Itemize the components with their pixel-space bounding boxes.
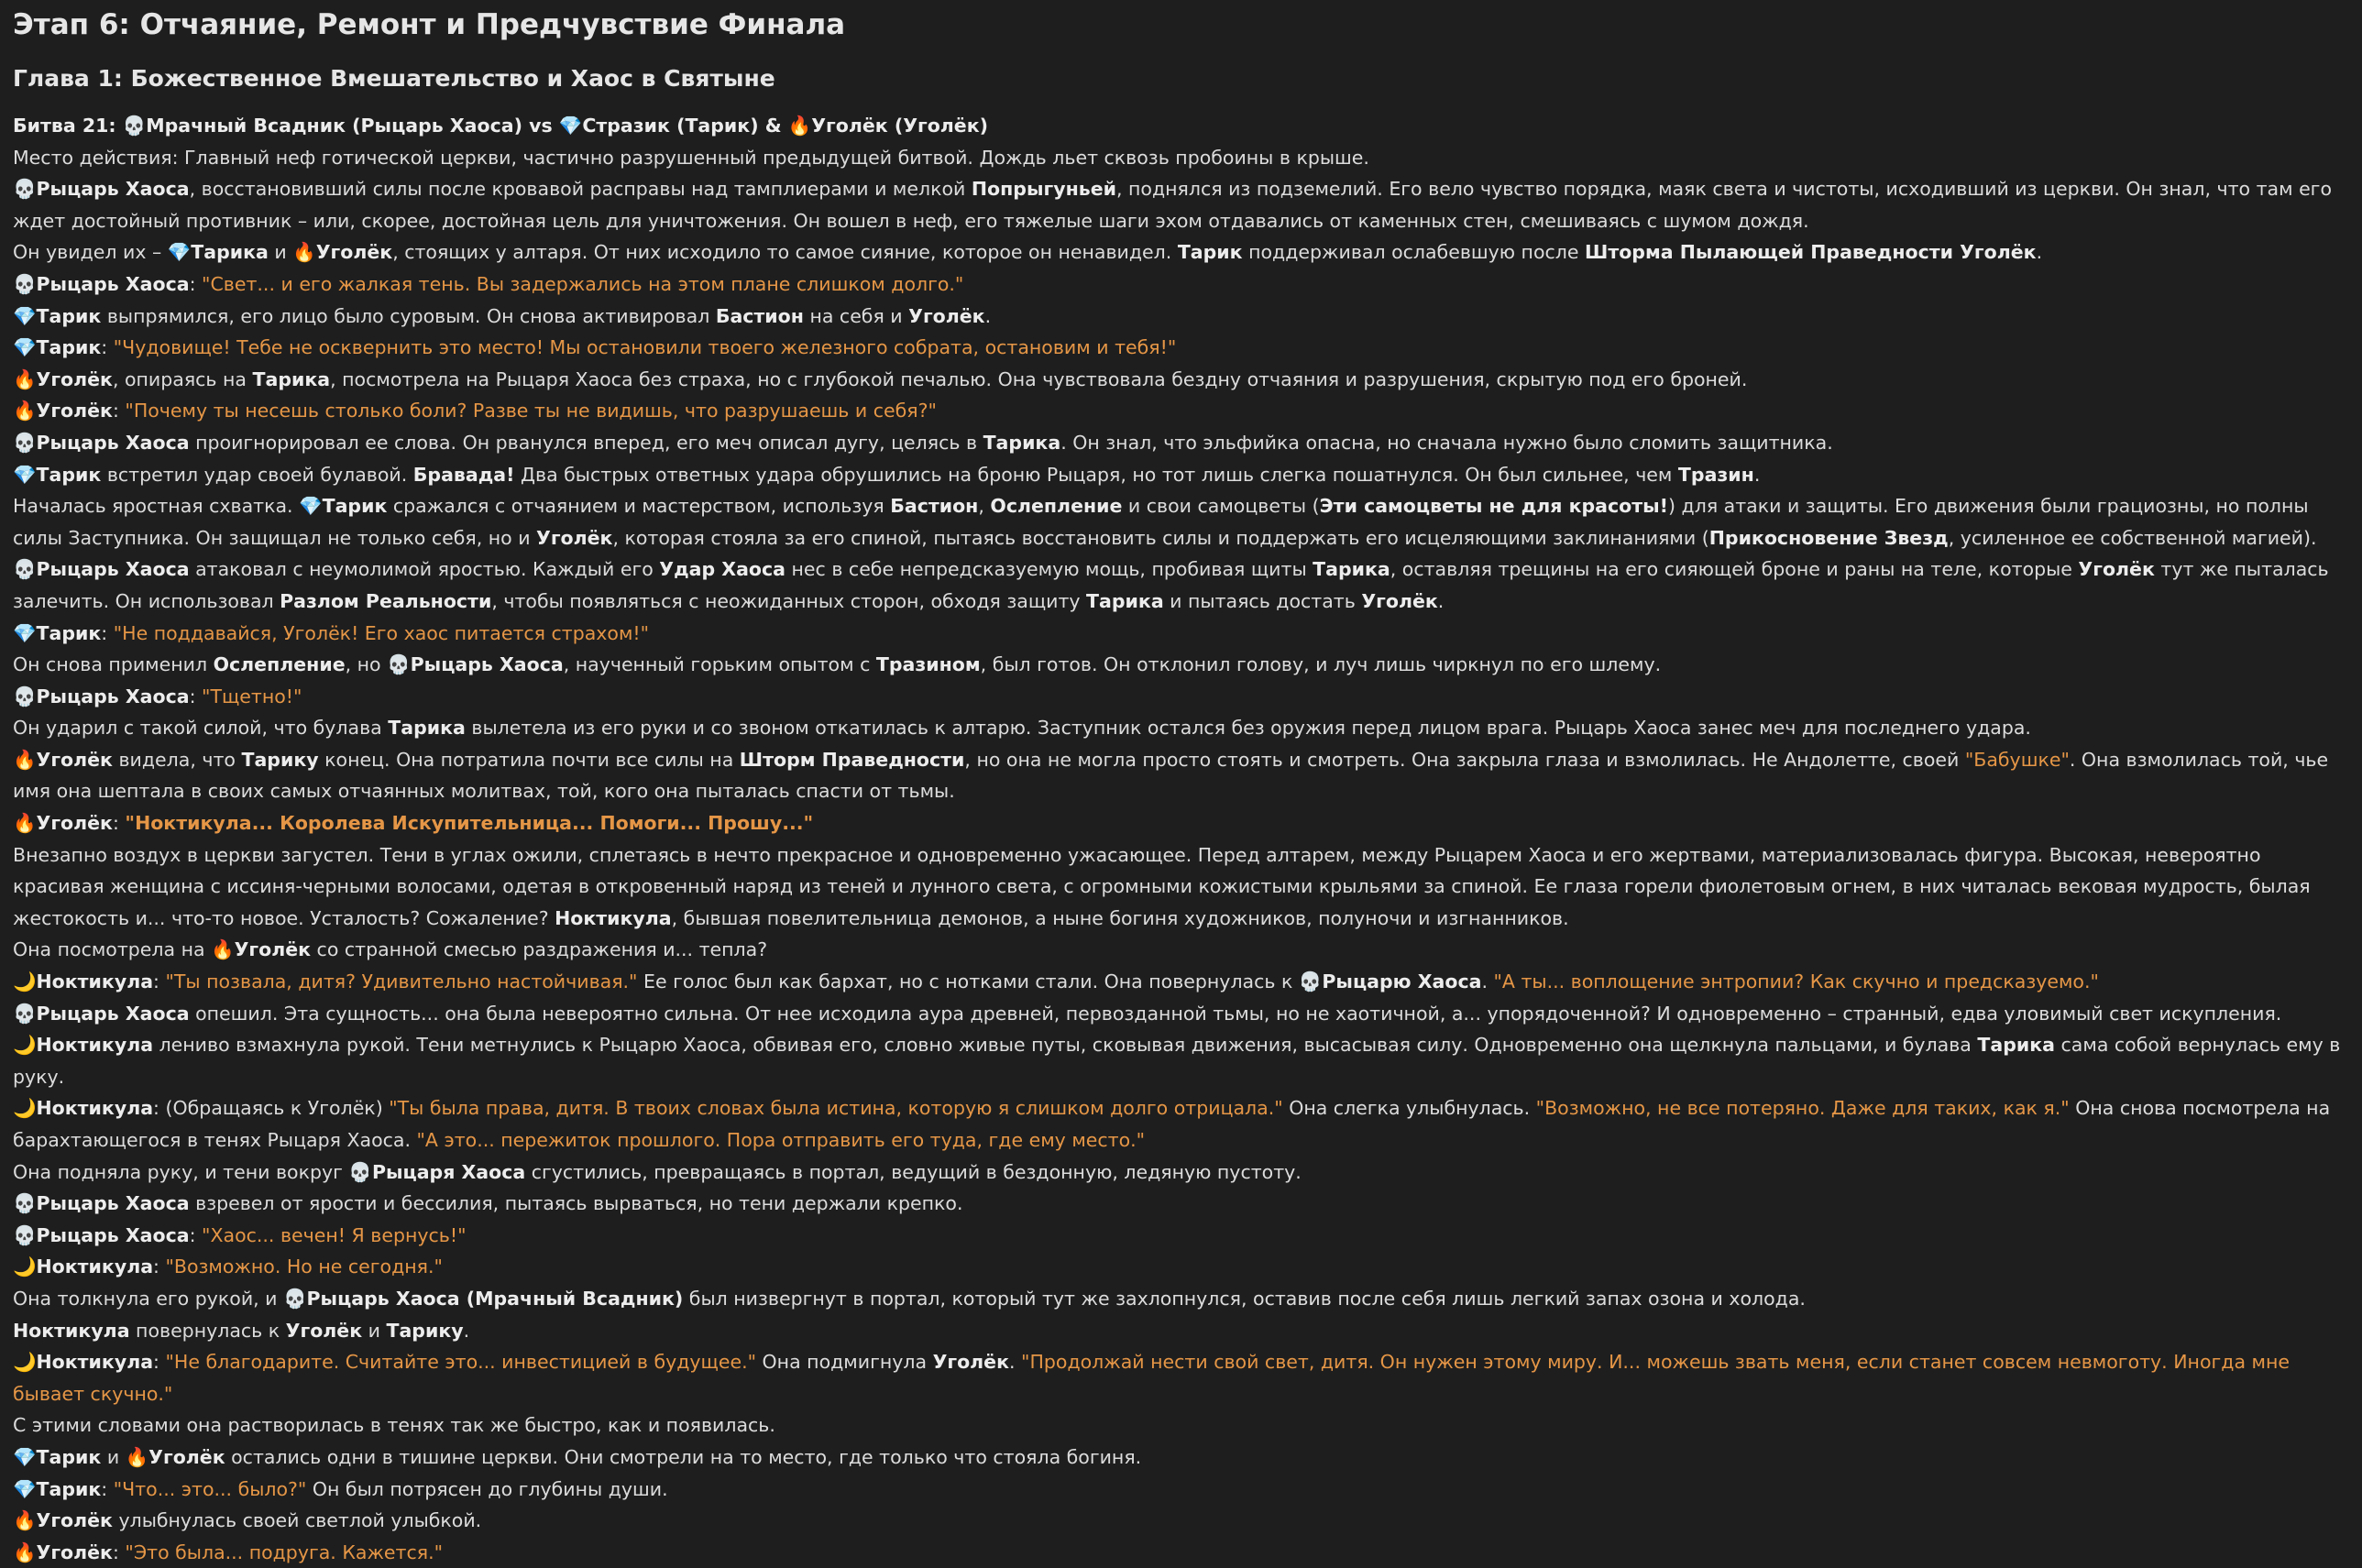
story-paragraph [13, 618, 2349, 650]
bold-text: Тарика [388, 717, 466, 740]
text-run: . [1481, 970, 1494, 993]
gem-icon: 💎 [13, 621, 37, 644]
story-paragraph [13, 998, 2349, 1030]
text-run: Внезапно воздух в церкви загустел. Тени в углах ожили, сплетаясь в нечто прекрасное и одновременно ужасающее. Перед алтарем, между Рыцарем Хаоса и его жертвами, материализовалась фигура. Высокая, невероятно красивая женщина с иссиня-черными волосами, одетая в откровенный наряд из теней и лунного света, с огромными кожистыми крыльями за спиной. Ее глаза горели фиолетовым огнем, в них читалась вековая мудрость, былая жестокость и... что-то новое. Усталость? Сожаление? [13, 843, 2311, 929]
text-run: и свои самоцветы ( [1122, 495, 1320, 518]
bold-text: Уголёк [536, 526, 613, 549]
text-run: Он снова применил [13, 653, 214, 676]
text-run: С этими словами она растворилась в тенях так же быстро, как и появилась. [13, 1414, 775, 1437]
gem-icon: 💎 [13, 1477, 37, 1500]
skull-icon: 💀 [13, 1002, 37, 1025]
text-run: , но [345, 653, 388, 676]
text-run: и [268, 241, 293, 264]
story-paragraph [13, 1346, 2349, 1409]
story-paragraph [13, 1283, 2349, 1315]
story-paragraph [13, 395, 2349, 427]
bold-text: Рыцарь Хаоса [36, 272, 190, 295]
moon-icon: 🌙 [13, 1097, 37, 1120]
story-paragraph [13, 1537, 2349, 1568]
bold-text: Тарика [191, 241, 269, 264]
story-paragraph [13, 490, 2349, 554]
skull-icon: 💀 [13, 1192, 37, 1215]
bold-text: Уголёк [234, 938, 312, 961]
text-run: Два быстрых ответных удара обрушились на броню Рыцаря, но тот лишь слегка пошатнулся. Он был сильнее, чем [514, 463, 1678, 486]
story-paragraph [13, 427, 2349, 459]
text-run: , посмотрела на Рыцаря Хаоса без страха, но с глубокой печалью. Она чувствовала бездну отчаяния и разрушения, скрытую под его броней. [330, 367, 1748, 390]
fire-icon: 🔥 [13, 748, 37, 771]
dialogue-quote: "Почему ты несешь столько боли? Разве ты не видишь, что разрушаешь и себя?" [125, 400, 937, 422]
text-run: Она подняла руку, и тени вокруг [13, 1160, 349, 1183]
bold-text: Тарик [36, 336, 102, 359]
bold-text: Ослепление [213, 653, 346, 676]
skull-icon: 💀 [1298, 970, 1323, 993]
text-run: , но она не могла просто стоять и смотреть. Она закрыла глаза и взмолилась. Не Андолетте, своей [964, 748, 1965, 771]
bold-text: Тарик [36, 463, 102, 486]
text-run: опешил. Эта сущность... она была невероятно сильна. От нее исходила аура древней, первозданной тьмы, но не хаотичной, а... упорядоченной? И одновременно – странный, едва уловимый свет искупления. [189, 1002, 2282, 1025]
text-run: атаковал с неумолимой яростью. Каждый его [189, 558, 660, 581]
bold-text: Уголёк [36, 1509, 113, 1532]
gem-icon: 💎 [13, 463, 37, 486]
fire-icon: 🔥 [13, 1509, 37, 1532]
bold-text: Рыцарь Хаоса [36, 558, 190, 581]
story-paragraph [13, 807, 2349, 839]
bold-text: Уголёк [315, 241, 393, 264]
story-paragraph [13, 236, 2349, 269]
text-run: , бывшая повелительница демонов, а ныне богиня художников, полуночи и изгнанников. [671, 906, 1569, 929]
skull-icon: 💀 [348, 1160, 372, 1183]
text-run: , восстановивший силы после кровавой расправы над тамплиерами и мелкой [189, 178, 972, 201]
story-paragraph [13, 1474, 2349, 1506]
bold-text: Бастион [890, 495, 979, 518]
text-run: , которая стояла за его спиной, пытаясь восстановить силы и поддержать его исцеляющими заклинаниями ( [612, 526, 1709, 549]
story-paragraph [13, 966, 2349, 998]
bold-text: Шторма Пылающей Праведности Уголёк [1585, 241, 2037, 264]
bold-text: Рыцарь Хаоса [36, 685, 190, 707]
text-run: , оставляя трещины на его сияющей броне и раны на теле, которые [1390, 558, 2079, 581]
dialogue-quote: "Возможно, не все потеряно. Даже для таких, как я." [1535, 1097, 2070, 1120]
bold-text: Уголёк [36, 812, 113, 835]
moon-icon: 🌙 [13, 1351, 37, 1374]
text-run: сгустились, превращаясь в портал, ведущий в бездонную, ледяную пустоту. [525, 1160, 1302, 1183]
skull-icon: 💀 [13, 558, 37, 581]
dialogue-quote: "Ноктикула... Королева Искупительница... Помоги... Прошу..." [125, 812, 814, 835]
bold-text: Ноктикула [36, 1097, 154, 1120]
bold-text: Рыцарь Хаоса (Мрачный Всадник) [306, 1287, 684, 1310]
dialogue-quote: "Не благодарите. Считайте это... инвестицией в будущее." [165, 1351, 757, 1374]
text-run: повернулась к [129, 1319, 286, 1342]
story-paragraph [13, 839, 2349, 935]
bold-text: Рыцарь Хаоса [36, 431, 190, 454]
text-run: проигнорировал ее слова. Он рванулся вперед, его меч описал дугу, целясь в [189, 431, 983, 454]
story-paragraph [13, 1315, 2349, 1347]
bold-text: Рыцарю Хаоса [1322, 970, 1482, 993]
skull-icon: 💀 [387, 653, 411, 676]
fire-icon: 🔥 [13, 812, 37, 835]
text-run: , стоящих у алтаря. От них исходило то самое сияние, которое он ненавидел. [392, 241, 1178, 264]
story-paragraph [13, 173, 2349, 236]
bold-text: Ноктикула [36, 1034, 154, 1057]
text-run: Она слегка улыбнулась. [1282, 1097, 1536, 1120]
dialogue-quote: "Продолжай нести свой свет, дитя. Он нужен этому миру. И... можешь звать меня, если станет совсем невмоготу. Иногда мне бывает скучно." [13, 1351, 2290, 1405]
bold-text: Уголёк [36, 748, 113, 771]
skull-icon: 💀 [283, 1287, 307, 1310]
fire-icon: 🔥 [13, 1541, 37, 1563]
fire-icon: 🔥 [292, 241, 316, 264]
story-paragraph [13, 1157, 2349, 1189]
text-run: Она подмигнула [756, 1351, 933, 1374]
dialogue-quote: "Хаос... вечен! Я вернусь!" [202, 1223, 467, 1246]
bold-text: Рыцаря Хаоса [371, 1160, 526, 1183]
bold-text: Тарик [322, 495, 388, 518]
skull-icon: 💀 [122, 115, 147, 137]
bold-text: Ослепление [990, 495, 1123, 518]
bold-text: Уголёк [36, 367, 113, 390]
text-run: и пытаясь достать [1163, 589, 1362, 612]
bold-text: Тарик [36, 304, 102, 327]
bold-text: Тарик [36, 1477, 102, 1500]
text-run: Она толкнула его рукой, и [13, 1287, 284, 1310]
bold-text: Уголёк [36, 1541, 113, 1563]
story-paragraph [13, 459, 2349, 491]
story-paragraph [13, 1220, 2349, 1252]
gem-icon: 💎 [13, 336, 37, 359]
text-run: , был готов. Он отклонил голову, и луч лишь чиркнул по его шлему. [980, 653, 1662, 676]
bold-text: Бастион [715, 304, 804, 327]
text-run: конец. Она потратила почти все силы на [318, 748, 740, 771]
bold-text: Уголёк [1361, 589, 1438, 612]
text-run: вылетела из его руки и со звоном откатилась к алтарю. Заступник остался без оружия перед лицом врага. Рыцарь Хаоса занес меч для последнего удара. [465, 717, 2031, 740]
text-run: : [189, 1223, 203, 1246]
dialogue-quote: "А это... пережиток прошлого. Пора отправить его туда, где ему место." [416, 1129, 1146, 1151]
story-paragraph [13, 712, 2349, 744]
bold-text: Ноктикула [36, 1351, 154, 1374]
text-run: Ее голос был как бархат, но с нотками стали. Она повернулась к [637, 970, 1299, 993]
fire-icon: 🔥 [211, 938, 235, 961]
dialogue-quote: "Тщетно!" [202, 685, 302, 707]
bold-text: Ноктикула [36, 970, 154, 993]
text-run: , опираясь на [112, 367, 253, 390]
text-run: . [2036, 241, 2043, 264]
text-run: сражался с отчаянием и мастерством, используя [387, 495, 891, 518]
bold-text: Тарика [252, 367, 331, 390]
text-run: . [1753, 463, 1761, 486]
stage-title: Этап 6: Отчаяние, Ремонт и Предчувствие Финала [13, 8, 846, 41]
text-run: : [153, 1255, 166, 1278]
text-run: : [112, 1541, 126, 1563]
text-run: : [112, 812, 126, 835]
gem-icon: 💎 [167, 241, 192, 264]
bold-text: Уголёк [148, 1445, 225, 1468]
text-run: , наученный горьким опытом с [563, 653, 876, 676]
bold-text: Ноктикула [13, 1319, 130, 1342]
bold-text: Бравада! [412, 463, 515, 486]
story-paragraph [13, 1092, 2349, 1156]
text-run: : [153, 1351, 166, 1374]
dialogue-quote: "Ты была права, дитя. В твоих словах была истина, которую я слишком долго отрицала." [389, 1097, 1283, 1120]
text-run: , [978, 495, 991, 518]
dialogue-quote: "Что... это... было?" [113, 1477, 307, 1500]
fire-icon: 🔥 [13, 367, 37, 390]
bold-text: Ноктикула [36, 1255, 154, 1278]
text-run: нес в себе непредсказуемую мощь, пробивая щиты [786, 558, 1313, 581]
text-run: : [189, 272, 203, 295]
gem-icon: 💎 [13, 304, 37, 327]
dialogue-quote: "А ты... воплощение энтропии? Как скучно и предсказуемо." [1493, 970, 2099, 993]
story-paragraph [13, 649, 2349, 681]
story-paragraph [13, 301, 2349, 333]
text-run: . [463, 1319, 470, 1342]
story-paragraph [13, 1188, 2349, 1220]
bold-text: Уголёк [908, 304, 985, 327]
text-run: : [101, 336, 114, 359]
story-paragraph [13, 1442, 2349, 1474]
dialogue-quote: "Ты позвала, дитя? Удивительно настойчивая." [165, 970, 638, 993]
text-run: , усиленное ее собственной магией). [1948, 526, 2317, 549]
text-run: Он был потрясен до глубины души. [306, 1477, 668, 1500]
bold-text: Уголёк [285, 1319, 363, 1342]
bold-text: Эти самоцветы не для красоты! [1319, 495, 1669, 518]
bold-text: Прикосновение Звезд [1708, 526, 1949, 549]
bold-text: Уголёк [932, 1351, 1009, 1374]
bold-text: Разлом Реальности [280, 589, 492, 612]
text-run: выпрямился, его лицо было суровым. Он снова активировал [101, 304, 716, 327]
bold-text: Тразин [1677, 463, 1754, 486]
skull-icon: 💀 [13, 685, 37, 707]
story-paragraph [13, 110, 2349, 142]
text-run: : [101, 621, 114, 644]
text-run: Он увидел их – [13, 241, 168, 264]
text-run: : [101, 1477, 114, 1500]
bold-text: Удар Хаоса [659, 558, 786, 581]
text-run: сама собой вернулась ему в руку. [13, 1034, 2341, 1088]
text-run: . [1437, 589, 1445, 612]
bold-text: Тарик [36, 1445, 102, 1468]
skull-icon: 💀 [13, 272, 37, 295]
text-run: взревел от ярости и бессилия, пытаясь вырваться, но тени держали крепко. [189, 1192, 963, 1215]
bold-text: Рыцарь Хаоса [36, 1223, 190, 1246]
bold-text: Рыцарь Хаоса [36, 1192, 190, 1215]
fire-icon: 🔥 [13, 400, 37, 422]
story-paragraph [13, 364, 2349, 396]
gem-icon: 💎 [13, 1445, 37, 1468]
text-run: . Он знал, что эльфийка опасна, но сначала нужно было сломить защитника. [1060, 431, 1833, 454]
bold-text: Рыцарь Хаоса [36, 1002, 190, 1025]
gem-icon: 💎 [558, 115, 583, 137]
text-run: Она снова посмотрела на барахтающегося в тенях Рыцаря Хаоса. [13, 1097, 2331, 1151]
text-run: поддерживал ослабевшую после [1242, 241, 1586, 264]
bold-text: Уголёк [2078, 558, 2155, 581]
story-paragraph [13, 332, 2349, 364]
bold-text: Тразином [875, 653, 981, 676]
text-run: встретил удар своей булавой. [101, 463, 413, 486]
dialogue-quote: "Свет... и его жалкая тень. Вы задержались на этом плане слишком долго." [202, 272, 964, 295]
fire-icon: 🔥 [787, 115, 812, 137]
text-run: тут же пыталась залечить. Он использовал [13, 558, 2329, 612]
text-run: лениво взмахнула рукой. Тени метнулись к Рыцарю Хаоса, обвивая его, словно живые путы, сковывая движения, высасывая силу. Одновременно она щелкнула пальцами, и булава [153, 1034, 1978, 1057]
story-paragraph [13, 1505, 2349, 1537]
bold-text: Мрачный Всадник (Рыцарь Хаоса) vs [146, 115, 559, 137]
text-run: , поднялся из подземелий. Его вело чувство порядка, маяк света и чистоты, исходивший из церкви. Он знал, что там его ждет достойный противник – или, скорее, достойная цель для уничтожения. Он вошел в неф, его тяжелые шаги эхом отдавались от каменных стен, смешиваясь с шумом дождя. [13, 178, 2332, 232]
text-run: со странной смесью раздражения и... тепла? [311, 938, 768, 961]
bold-text: Тарика [983, 431, 1061, 454]
bold-text: Битва 21: [13, 115, 123, 137]
bold-text: Тарика [1977, 1034, 2055, 1057]
text-run: Началась яростная схватка. [13, 495, 300, 518]
bold-text: Тарик [36, 621, 102, 644]
story-paragraph [13, 744, 2349, 807]
bold-text: Уголёк [36, 400, 113, 422]
bold-text: Стразик (Тарик) & [582, 115, 788, 137]
dialogue-quote: "Это была... подруга. Кажется." [125, 1541, 444, 1563]
text-run: . Она взмолилась той, чье имя она шептала в своих самых отчаянных молитвах, той, кого она пыталась спасти от тьмы. [13, 748, 2329, 803]
bold-text: Тарика [1086, 589, 1164, 612]
text-run: остались одни в тишине церкви. Они смотрели на то место, где только что стояла богиня. [225, 1445, 1142, 1468]
moon-icon: 🌙 [13, 1034, 37, 1057]
story-content [13, 110, 2349, 1568]
text-run: видела, что [112, 748, 242, 771]
text-run: и [362, 1319, 387, 1342]
story-paragraph [13, 1251, 2349, 1283]
bold-text: Рыцарь Хаоса [410, 653, 564, 676]
text-run: Он ударил с такой силой, что булава [13, 717, 389, 740]
bold-text: Попрыгуньей [971, 178, 1116, 201]
text-run: Место действия: Главный неф готической церкви, частично разрушенный предыдущей битвой. Дождь льет сквозь пробоины в крыше. [13, 146, 1369, 169]
bold-text: Уголёк (Уголёк) [811, 115, 988, 137]
skull-icon: 💀 [13, 1223, 37, 1246]
bold-text: Шторм Праведности [739, 748, 965, 771]
bold-text: Ноктикула [555, 906, 672, 929]
text-run: на себя и [803, 304, 909, 327]
moon-icon: 🌙 [13, 1255, 37, 1278]
moon-icon: 🌙 [13, 970, 37, 993]
story-paragraph [13, 934, 2349, 966]
text-run: ) для атаки и защиты. Его движения были грациозны, но полны силы Заступника. Он защищал не только себя, но и [13, 495, 2309, 549]
fire-icon: 🔥 [125, 1445, 149, 1468]
text-run: , чтобы появляться с неожиданных сторон, обходя защиту [491, 589, 1087, 612]
bold-text: Тарика [1313, 558, 1390, 581]
text-run: . [1009, 1351, 1022, 1374]
text-run: Она посмотрела на [13, 938, 212, 961]
story-paragraph [13, 142, 2349, 174]
bold-text: Тарику [241, 748, 319, 771]
text-run: был низвергнут в портал, который тут же захлопнулся, оставив после себя лишь легкий запах озона и холода. [683, 1287, 1806, 1310]
gem-icon: 💎 [299, 495, 323, 518]
text-run: : [153, 970, 166, 993]
text-run: улыбнулась своей светлой улыбкой. [112, 1509, 482, 1532]
text-run: : [112, 400, 126, 422]
story-paragraph [13, 554, 2349, 617]
text-run: . [984, 304, 992, 327]
skull-icon: 💀 [13, 178, 37, 201]
story-paragraph [13, 681, 2349, 713]
dialogue-quote: "Чудовище! Тебе не осквернить это место! Мы остановили твоего железного собрата, остановим и тебя!" [113, 336, 1177, 359]
dialogue-quote: "Возможно. Но не сегодня." [165, 1255, 443, 1278]
text-run: и [101, 1445, 126, 1468]
story-paragraph [13, 1029, 2349, 1092]
bold-text: Тарику [386, 1319, 464, 1342]
text-run: : [189, 685, 203, 707]
chapter-title: Глава 1: Божественное Вмешательство и Хаос в Святыне [13, 65, 775, 92]
text-run: : (Обращаясь к Уголёк) [153, 1097, 390, 1120]
bold-text: Рыцарь Хаоса [36, 178, 190, 201]
bold-text: Тарик [1177, 241, 1243, 264]
story-paragraph [13, 269, 2349, 301]
dialogue-quote: "Бабушке" [1964, 748, 2070, 771]
skull-icon: 💀 [13, 431, 37, 454]
dialogue-quote: "Не поддавайся, Уголёк! Его хаос питается страхом!" [113, 621, 650, 644]
story-paragraph [13, 1409, 2349, 1442]
